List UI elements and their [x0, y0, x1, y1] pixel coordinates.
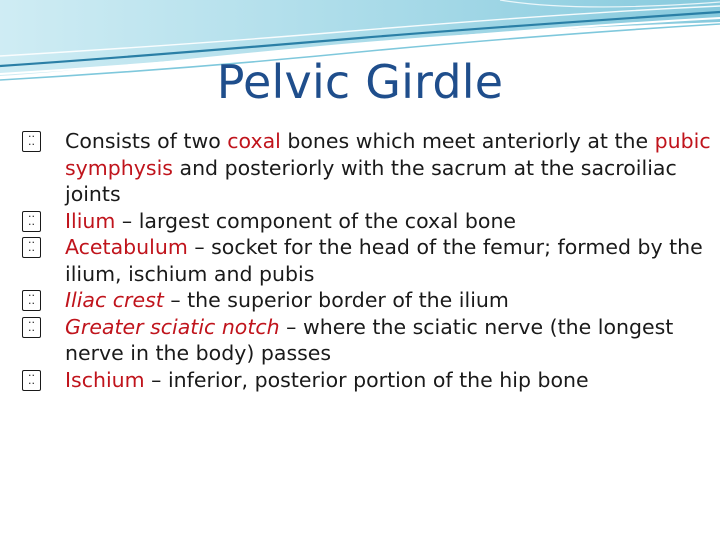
bullet-term: coxal [227, 129, 281, 153]
bullet-text: Consists of two [65, 129, 228, 153]
bullet-text: – inferior, posterior portion of the hip bone [144, 367, 589, 392]
bullet-text: – socket for the head of the femur; formed by the ilium, ischium and pubis [65, 235, 703, 286]
bullet-term: Ischium [65, 367, 145, 392]
bullet-text: – where the sciatic nerve (the longest nerve in the body) passes [65, 314, 674, 365]
missing-glyph-icon: ·· ·· [22, 131, 41, 152]
slide-title: Pelvic Girdle [216, 55, 504, 109]
bullet-item [22, 367, 712, 394]
missing-glyph-icon: ·· ·· [22, 211, 41, 232]
bullet-term: Acetabulum [65, 235, 188, 259]
bullet-item [22, 128, 712, 208]
missing-glyph-icon: ·· ·· [22, 290, 41, 311]
bullet-text: – largest component of the coxal bone [115, 208, 517, 233]
missing-glyph-icon: ·· ·· [22, 317, 41, 338]
bullet-text: and posteriorly with the sacrum at the sacroiliac joints [65, 155, 677, 206]
bullet-list [22, 128, 712, 393]
bullet-item [22, 287, 712, 314]
bullet-term: Greater sciatic notch [65, 314, 280, 339]
bullet-item [22, 208, 712, 235]
bullet-item [22, 234, 712, 287]
bullet-term: pubic symphysis [65, 129, 711, 180]
bullet-item [22, 314, 712, 367]
bullet-term: Iliac crest [65, 288, 164, 312]
missing-glyph-icon: ·· ·· [22, 370, 41, 391]
bullet-text: – the superior border of the ilium [163, 288, 509, 312]
bullet-text: bones which meet anteriorly at the [280, 129, 655, 153]
missing-glyph-icon: ·· ·· [22, 237, 41, 258]
bullet-term: Ilium [65, 208, 116, 233]
